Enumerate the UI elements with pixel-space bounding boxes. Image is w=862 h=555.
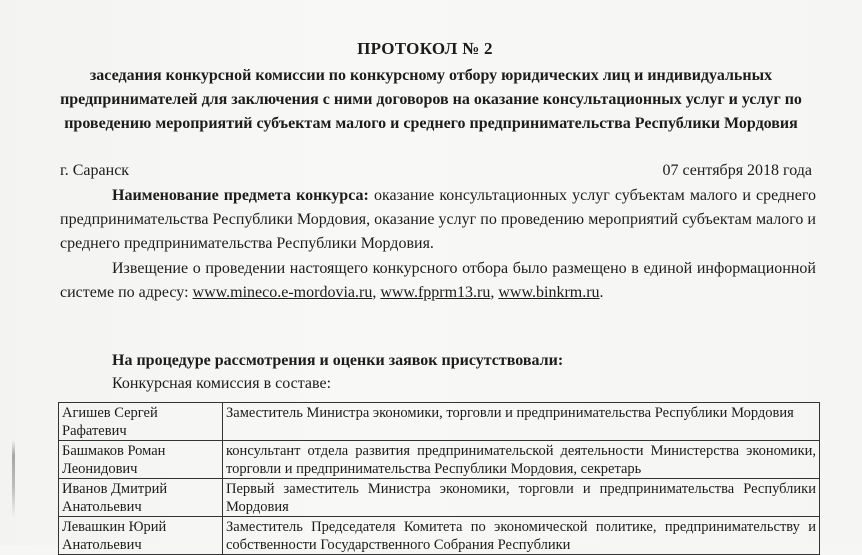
member-name: Башмаков Роман Леонидович (59, 441, 223, 479)
subject-text: оказание консультационных услуг субъектам малого и среднего предпринимательства Республики Мордовия, оказание услуг по проведению мероприятий субъектам малого и среднего предпринимательства Республики Мордовия. (60, 187, 816, 252)
place-date-row (60, 162, 812, 180)
attendance-heading: На процедуре рассмотрения и оценки заявок присутствовали: (112, 352, 564, 369)
separator: , (372, 284, 377, 301)
table-row (59, 479, 820, 517)
period: . (599, 284, 604, 301)
table-row (59, 517, 820, 555)
member-role: Заместитель Министра экономики, торговли и предпринимательства Республики Мордовия (223, 403, 820, 441)
notice-paragraph (60, 257, 816, 305)
table-row (59, 441, 820, 479)
notice-text: Извещение о проведении настоящего конкурсного отбора было размещено в единой информационной системе по адресу: (60, 260, 816, 301)
protocol-title: ПРОТОКОЛ № 2 (357, 39, 493, 58)
link-fpprm[interactable]: www.fpprm13.ru (380, 284, 491, 301)
subject-paragraph (60, 184, 816, 256)
member-name: Агишев Сергей Рафатевич (59, 403, 223, 441)
subject-label: Наименование предмета конкурса: (112, 187, 369, 204)
separator: , (490, 284, 495, 301)
member-role: Заместитель Председателя Комитета по экономической политике, предпринимательству и собственности Государственного Собрания Республики (223, 517, 820, 555)
link-binkrm[interactable]: www.binkrm.ru (498, 284, 600, 301)
member-name: Левашкин Юрий Анатольевич (59, 517, 223, 555)
protocol-subtitle: заседания конкурсной комиссии по конкурсному отбору юридических лиц и индивидуальных предпринимателей для заключения с ними договоров на оказание консультационных услуг и услуг по проведению мероприятий субъектам малого и среднего предпринимательства Республики Мордовия (60, 67, 802, 132)
table-row (59, 403, 820, 441)
commission-label: Конкурсная комиссия в составе: (112, 375, 332, 392)
date-label: 07 сентября 2018 года (662, 162, 812, 179)
link-mineco[interactable]: www.mineco.e-mordovia.ru (192, 284, 373, 301)
members-table (58, 402, 820, 555)
member-name: Иванов Дмитрий Анатольевич (59, 479, 223, 517)
binding-mark (12, 440, 15, 518)
place-label: г. Саранск (60, 162, 130, 179)
member-role: Первый заместитель Министра экономики, торговли и предпринимательства Республики Мордовия (223, 479, 820, 517)
member-role: консультант отдела развития предпринимательской деятельности Министерства экономики, торговли и предпринимательства Республики Мордовия, секретарь (223, 441, 820, 479)
